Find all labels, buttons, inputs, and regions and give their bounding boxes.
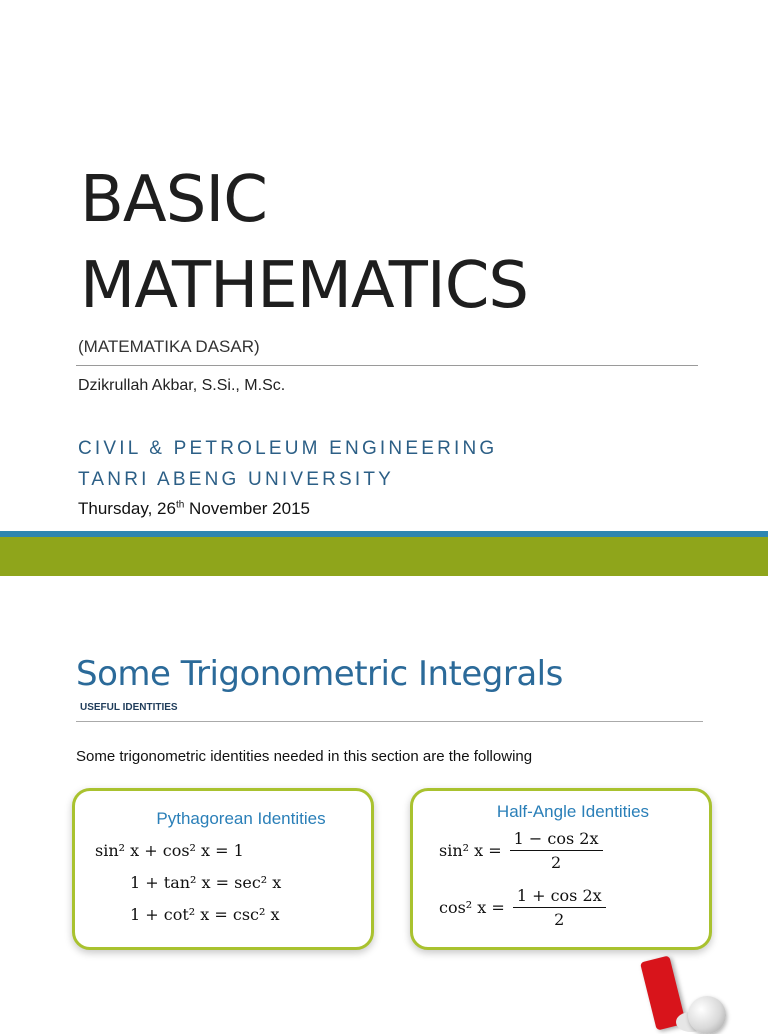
formula-lhs: sin² x = (439, 841, 502, 860)
half-angle-identities-card (410, 788, 712, 950)
date-suffix: November 2015 (184, 499, 310, 518)
slide-title: Some Trigonometric Integrals (76, 654, 563, 694)
slide-title-line-1: BASIC (80, 163, 267, 237)
footer-bar-green (0, 537, 768, 576)
fraction (513, 886, 606, 929)
pythagorean-identities-card (72, 788, 374, 950)
slide-subheading: USEFUL IDENTITIES (80, 702, 178, 713)
numerator: 1 + cos 2x (513, 886, 606, 908)
divider (76, 721, 703, 722)
identity-formula: 1 + cot² x = csc² x (130, 905, 280, 924)
numerator: 1 − cos 2x (510, 829, 603, 851)
decorative-figure-head (688, 996, 726, 1034)
department-line-1: CIVIL & PETROLEUM ENGINEERING (78, 438, 498, 459)
fraction (510, 829, 603, 872)
date-prefix: Thursday, 26 (78, 499, 176, 518)
slide-title-line-2: MATHEMATICS (80, 249, 528, 323)
date-ordinal: th (175, 499, 185, 511)
formula-lhs: cos² x = (439, 898, 505, 917)
identity-formula: 1 + tan² x = sec² x (130, 873, 282, 892)
identity-formula (439, 829, 603, 872)
denominator: 2 (550, 853, 562, 872)
presentation-date (78, 499, 310, 519)
intro-text: Some trigonometric identities needed in this section are the following (76, 748, 533, 765)
card-title: Half-Angle Identities (496, 802, 650, 821)
identity-formula: sin² x + cos² x = 1 (95, 841, 244, 860)
divider (76, 365, 698, 366)
author-name: Dzikrullah Akbar, S.Si., M.Sc. (78, 377, 286, 394)
identity-formula (439, 886, 606, 929)
slide-subtitle: (MATEMATIKA DASAR) (78, 337, 260, 356)
denominator: 2 (554, 910, 565, 929)
department-line-2: TANRI ABENG UNIVERSITY (78, 469, 395, 490)
trig-integrals-slide (0, 576, 768, 1024)
card-title: Pythagorean Identities (156, 809, 326, 828)
